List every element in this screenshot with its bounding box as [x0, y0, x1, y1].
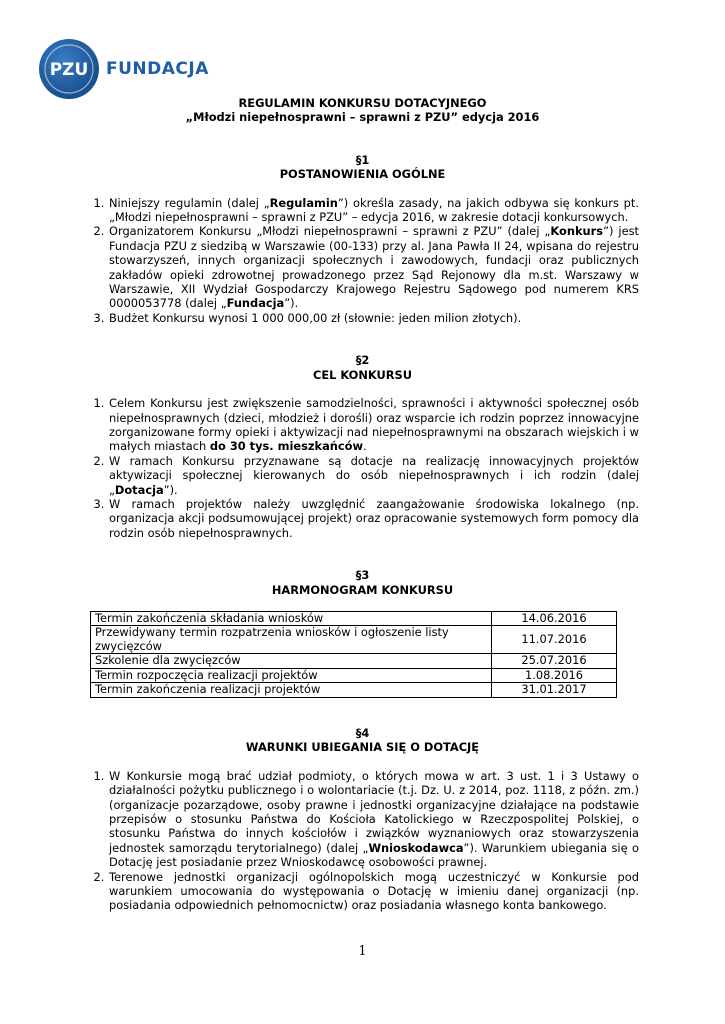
section-4-list [86, 769, 639, 913]
list-item: 1. Celem Konkursu jest zwiększenie samodzielności, sprawności i aktywności społecznej osób niepełnosprawnych (dzieci, młodzież i dorośli) oraz wsparcie ich rodzin poprzez innowacyjne zorganizowane formy opieki i aktywizacji nad niepełnosprawnymi na obszarach wiejskich i w małych miastach do 30 tys. mieszkańców. [108, 396, 639, 454]
table-row: Termin zakończenia składania wniosków 14.06.2016 [91, 611, 617, 626]
document-title: REGULAMIN KONKURSU DOTACYJNEGO [238, 96, 487, 110]
section-4-title: WARUNKI UBIEGANIA SIĘ O DOTACJĘ [245, 740, 480, 755]
page-number: 1 [358, 944, 367, 959]
section-1-number: §1 [355, 152, 370, 167]
table-row: Szkolenie dla zwycięzców 25.07.2016 [91, 654, 617, 669]
table-row: Termin zakończenia realizacji projektów 31.01.2017 [91, 683, 617, 698]
section-3-title: HARMONOGRAM KONKURSU [271, 582, 454, 597]
schedule-table [90, 611, 617, 698]
list-item: 2. W ramach Konkursu przyznawane są dotacje na realizację innowacyjnych projektów aktywizacji społecznej kierowanych do osób niepełnosprawnych i ich rodzin (dalej „Dotacja”). [108, 454, 639, 497]
section-2-title: CEL KONKURSU [313, 367, 412, 382]
section-4-number: §4 [355, 725, 370, 740]
list-item: 3. Budżet Konkursu wynosi 1 000 000,00 zł (słownie: jeden milion złotych). [108, 311, 639, 325]
section-3-number: §3 [355, 568, 370, 583]
logo-text: FUNDACJA [106, 59, 209, 79]
document-subtitle: „Młodzi niepełnosprawni – sprawni z PZU” edycja 2016 [185, 110, 540, 125]
pzu-logo-icon [38, 38, 100, 100]
list-item: 3. W ramach projektów należy uwzględnić zaangażowanie środowiska lokalnego (np. organizacja akcji podsumowującej projekt) oraz opracowanie systemowych form pomocy dla rodzin osób niepełnosprawnych. [108, 497, 639, 540]
section-1-title: POSTANOWIENIA OGÓLNE [279, 167, 446, 182]
logo-mark: PZU [49, 60, 89, 80]
section-2-list [86, 396, 639, 540]
fundacja-pzu-logo [38, 38, 209, 100]
list-item: 2. Terenowe jednostki organizacji ogólnopolskich mogą uczestniczyć w Konkursie pod warunkiem umocowania do występowania o Dotację w imieniu danej organizacji (np. posiadania odpowiednich pełnomocnictw) oraz posiadania własnego konta bankowego. [108, 870, 639, 913]
section-2-number: §2 [355, 353, 370, 368]
list-item: 2. Organizatorem Konkursu „Młodzi niepełnosprawni – sprawni z PZU” (dalej „Konkurs”) jest Fundacja PZU z siedzibą w Warszawie (00-133) przy al. Jana Pawła II 24, wpisana do rejestru stowarzyszeń, innych organizacji społecznych i zawodowych, fundacji oraz publicznych zakładów opieki zdrowotnej prowadzonego przez Sąd Rejonowy dla m.st. Warszawy w Warszawie, XII Wydział Gospodarczy Krajowego Rejestru Sądowego pod numerem KRS 0000053778 (dalej „Fundacja”). [108, 224, 639, 310]
section-1-list [86, 196, 639, 326]
table-row: Termin rozpoczęcia realizacji projektów 1.08.2016 [91, 668, 617, 683]
document-body [86, 96, 639, 913]
list-item: 1. Niniejszy regulamin (dalej „Regulamin”) określa zasady, na jakich odbywa się konkurs pt. „Młodzi niepełnosprawni – sprawni z PZU” – edycja 2016, w zakresie dotacji konkursowych. [108, 196, 639, 225]
table-row: Przewidywany termin rozpatrzenia wniosków i ogłoszenie listy zwycięzców 11.07.2016 [91, 626, 617, 654]
list-item: 1. W Konkursie mogą brać udział podmioty, o których mowa w art. 3 ust. 1 i 3 Ustawy o działalności pożytku publicznego i o wolontariacie (t.j. Dz. U. z 2014, poz. 1118, z późn. zm.) (organizacje pozarządowe, osoby prawne i jednostki organizacyjne działające na podstawie przepisów o stosunku Państwa do Kościoła Katolickiego w Rzeczpospolitej Polskiej, o stosunku Państwa do innych kościołów i związków wyznaniowych oraz stowarzyszenia jednostek samorządu terytorialnego) (dalej „Wnioskodawca”). Warunkiem ubiegania się o Dotację jest posiadanie przez Wnioskodawcę osobowości prawnej. [108, 769, 639, 870]
